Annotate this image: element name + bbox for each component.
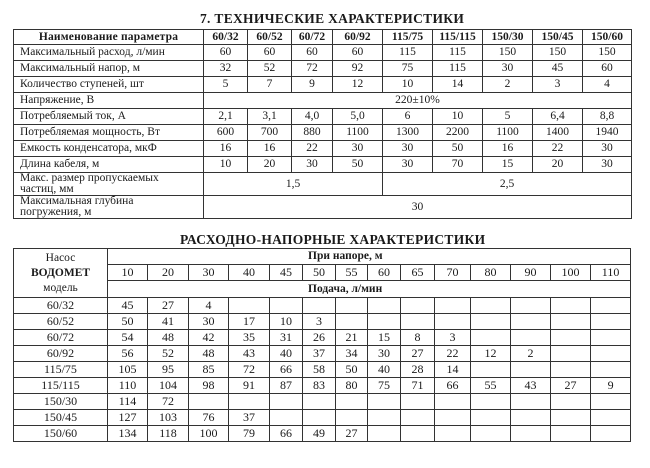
cell: 12 <box>333 77 383 93</box>
flow-cell <box>471 394 511 410</box>
table-row <box>14 77 632 93</box>
cell: 14 <box>433 77 483 93</box>
flow-cell: 54 <box>108 330 148 346</box>
model-cell: 150/45 <box>14 410 108 426</box>
flow-cell <box>591 298 631 314</box>
model-header: 60/32 <box>204 30 248 45</box>
flow-cell <box>511 426 551 442</box>
flow-cell <box>229 394 270 410</box>
tech-specs-table <box>13 29 632 219</box>
flow-cell: 75 <box>368 378 401 394</box>
flow-cell: 48 <box>189 346 229 362</box>
flow-cell <box>511 330 551 346</box>
cell: 10 <box>204 157 248 173</box>
cell: 5 <box>204 77 248 93</box>
flow-cell: 35 <box>229 330 270 346</box>
head-value: 65 <box>401 265 435 281</box>
flow-cell <box>368 298 401 314</box>
table-row <box>14 410 631 426</box>
flow-cell <box>551 362 591 378</box>
flow-cell: 30 <box>368 346 401 362</box>
flow-cell: 15 <box>368 330 401 346</box>
model-cell: 60/32 <box>14 298 108 314</box>
row-label: Емкость конденсатора, мкФ <box>14 141 204 157</box>
head-value: 70 <box>435 265 471 281</box>
flow-cell <box>511 298 551 314</box>
table-row-depth <box>14 196 632 219</box>
table-row <box>14 45 632 61</box>
head-value: 10 <box>108 265 148 281</box>
cell: 30 <box>483 61 533 77</box>
cell: 15 <box>483 157 533 173</box>
flow-cell <box>401 394 435 410</box>
flow-cell: 45 <box>108 298 148 314</box>
particle-value-b: 2,5 <box>383 173 632 196</box>
flow-cell: 50 <box>336 362 368 378</box>
flow-cell: 28 <box>401 362 435 378</box>
flow-cell: 9 <box>591 378 631 394</box>
flow-cell: 72 <box>148 394 189 410</box>
cell: 60 <box>248 45 292 61</box>
row-label: Длина кабеля, м <box>14 157 204 173</box>
cell: 4 <box>583 77 632 93</box>
flow-cell: 42 <box>189 330 229 346</box>
table-row <box>14 330 631 346</box>
flow-cell: 14 <box>435 362 471 378</box>
table-row-voltage <box>14 93 632 109</box>
model-header: 60/92 <box>333 30 383 45</box>
flow-cell: 52 <box>148 346 189 362</box>
model-header: 150/60 <box>583 30 632 45</box>
head-value: 30 <box>189 265 229 281</box>
row-label: Потребляемый ток, А <box>14 109 204 125</box>
table-row <box>14 157 632 173</box>
cell: 6 <box>383 109 433 125</box>
flow-cell: 91 <box>229 378 270 394</box>
table-row <box>14 378 631 394</box>
flow-cell: 66 <box>270 426 303 442</box>
model-header: 115/115 <box>433 30 483 45</box>
table-row <box>14 109 632 125</box>
flow-cell <box>368 394 401 410</box>
cell: 2,1 <box>204 109 248 125</box>
table-row <box>14 314 631 330</box>
flow-cell: 37 <box>303 346 336 362</box>
cell: 45 <box>533 61 583 77</box>
cell: 6,4 <box>533 109 583 125</box>
row-label <box>14 173 204 196</box>
cell: 30 <box>583 157 632 173</box>
flow-cell: 80 <box>336 378 368 394</box>
table-row <box>14 362 631 378</box>
cell: 75 <box>383 61 433 77</box>
cell: 2 <box>483 77 533 93</box>
cell: 9 <box>292 77 333 93</box>
head-value: 20 <box>148 265 189 281</box>
cell: 16 <box>248 141 292 157</box>
flow-cell <box>435 298 471 314</box>
flow-cell: 76 <box>189 410 229 426</box>
cell: 30 <box>383 157 433 173</box>
flow-cell: 40 <box>270 346 303 362</box>
flow-cell <box>551 314 591 330</box>
cell: 60 <box>204 45 248 61</box>
flow-cell <box>435 314 471 330</box>
flow-cell: 4 <box>189 298 229 314</box>
voltage-value: 220±10% <box>204 93 632 109</box>
row-label-line: погружения, м <box>20 205 92 218</box>
flow-cell: 95 <box>148 362 189 378</box>
cell: 600 <box>204 125 248 141</box>
flow-cell <box>471 314 511 330</box>
cell: 30 <box>383 141 433 157</box>
flow-cell <box>471 426 511 442</box>
flow-cell: 104 <box>148 378 189 394</box>
flow-cell <box>551 410 591 426</box>
flow-cell <box>551 330 591 346</box>
cell: 150 <box>533 45 583 61</box>
cell: 1400 <box>533 125 583 141</box>
model-header: 60/72 <box>292 30 333 45</box>
head-value: 55 <box>336 265 368 281</box>
cell: 72 <box>292 61 333 77</box>
cell: 32 <box>204 61 248 77</box>
section-title-tech-specs: 7. ТЕХНИЧЕСКИЕ ХАРАКТЕРИСТИКИ <box>200 11 465 26</box>
pump-model-header <box>14 249 108 298</box>
head-value: 40 <box>229 265 270 281</box>
cell: 115 <box>383 45 433 61</box>
flow-cell <box>551 298 591 314</box>
cell: 50 <box>433 141 483 157</box>
table-row <box>14 394 631 410</box>
cell: 22 <box>292 141 333 157</box>
row-label-line: Макс. размер пропускаемых <box>20 172 159 184</box>
row-label: Максимальный напор, м <box>14 61 204 77</box>
flow-cell <box>591 426 631 442</box>
model-header: 150/45 <box>533 30 583 45</box>
flow-cell <box>368 314 401 330</box>
depth-value: 30 <box>204 196 632 219</box>
model-header: 60/52 <box>248 30 292 45</box>
param-name-header: Наименование параметра <box>14 30 204 45</box>
table-row <box>14 426 631 442</box>
flow-cell <box>336 298 368 314</box>
model-cell: 60/72 <box>14 330 108 346</box>
flow-cell: 43 <box>511 378 551 394</box>
table-row <box>14 61 632 77</box>
flow-cell: 98 <box>189 378 229 394</box>
row-label-line: частиц, мм <box>20 182 74 195</box>
cell: 30 <box>583 141 632 157</box>
flow-cell: 27 <box>148 298 189 314</box>
flow-cell <box>270 298 303 314</box>
flow-cell <box>511 362 551 378</box>
flow-cell: 22 <box>435 346 471 362</box>
flow-cell <box>303 298 336 314</box>
flow-cell: 37 <box>229 410 270 426</box>
model-cell: 150/60 <box>14 426 108 442</box>
head-label-row <box>14 249 631 265</box>
cell: 50 <box>333 157 383 173</box>
cell: 10 <box>383 77 433 93</box>
cell: 60 <box>292 45 333 61</box>
cell: 8,8 <box>583 109 632 125</box>
head-value: 80 <box>471 265 511 281</box>
flow-cell: 2 <box>511 346 551 362</box>
flow-cell <box>270 394 303 410</box>
cell: 60 <box>583 61 632 77</box>
flow-cell <box>471 410 511 426</box>
flow-cell <box>435 426 471 442</box>
flow-cell: 79 <box>229 426 270 442</box>
flow-cell: 27 <box>401 346 435 362</box>
flow-cell: 66 <box>270 362 303 378</box>
flow-cell <box>591 346 631 362</box>
cell: 52 <box>248 61 292 77</box>
section-title-flow-head: РАСХОДНО-НАПОРНЫЕ ХАРАКТЕРИСТИКИ <box>180 232 486 247</box>
flow-cell <box>270 410 303 426</box>
flow-cell: 49 <box>303 426 336 442</box>
flow-cell <box>471 298 511 314</box>
flow-cell: 114 <box>108 394 148 410</box>
flow-cell <box>511 394 551 410</box>
flow-cell <box>591 394 631 410</box>
flow-cell <box>401 410 435 426</box>
cell: 150 <box>583 45 632 61</box>
cell: 16 <box>483 141 533 157</box>
flow-cell: 71 <box>401 378 435 394</box>
flow-cell: 83 <box>303 378 336 394</box>
cell: 150 <box>483 45 533 61</box>
flow-cell: 30 <box>189 314 229 330</box>
cell: 880 <box>292 125 333 141</box>
cell: 22 <box>533 141 583 157</box>
flow-cell: 110 <box>108 378 148 394</box>
cell: 700 <box>248 125 292 141</box>
flow-cell <box>591 314 631 330</box>
flow-label: Подача, л/мин <box>108 281 631 298</box>
flow-cell: 50 <box>108 314 148 330</box>
head-value: 50 <box>303 265 336 281</box>
row-label-line: Максимальная глубина <box>20 195 134 207</box>
flow-cell <box>229 298 270 314</box>
flow-cell <box>401 298 435 314</box>
model-cell: 60/52 <box>14 314 108 330</box>
flow-cell: 43 <box>229 346 270 362</box>
head-value: 45 <box>270 265 303 281</box>
cell: 115 <box>433 61 483 77</box>
model-header: 115/75 <box>383 30 433 45</box>
model-cell: 60/92 <box>14 346 108 362</box>
flow-cell <box>303 394 336 410</box>
model-cell: 115/75 <box>14 362 108 378</box>
table-row <box>14 346 631 362</box>
flow-cell <box>435 410 471 426</box>
flow-cell: 17 <box>229 314 270 330</box>
cell: 1940 <box>583 125 632 141</box>
pump-label: Насос <box>45 251 76 264</box>
row-label <box>14 196 204 219</box>
flow-head-table <box>13 248 631 442</box>
flow-cell: 34 <box>336 346 368 362</box>
head-label: При напоре, м <box>108 249 631 265</box>
head-value: 90 <box>511 265 551 281</box>
head-value: 110 <box>591 265 631 281</box>
flow-cell: 48 <box>148 330 189 346</box>
flow-cell <box>368 410 401 426</box>
flow-cell: 58 <box>303 362 336 378</box>
cell: 20 <box>248 157 292 173</box>
flow-cell: 3 <box>303 314 336 330</box>
cell: 70 <box>433 157 483 173</box>
table-row <box>14 125 632 141</box>
row-label: Максимальный расход, л/мин <box>14 45 204 61</box>
cell: 10 <box>433 109 483 125</box>
header-row <box>14 30 632 45</box>
flow-cell <box>368 426 401 442</box>
model-cell: 115/115 <box>14 378 108 394</box>
cell: 3,1 <box>248 109 292 125</box>
flow-cell <box>591 362 631 378</box>
cell: 60 <box>333 45 383 61</box>
flow-cell: 56 <box>108 346 148 362</box>
flow-cell <box>511 410 551 426</box>
flow-cell: 55 <box>471 378 511 394</box>
cell: 92 <box>333 61 383 77</box>
flow-cell <box>401 314 435 330</box>
flow-cell: 87 <box>270 378 303 394</box>
flow-cell <box>471 362 511 378</box>
flow-cell <box>511 314 551 330</box>
flow-cell <box>591 330 631 346</box>
flow-cell <box>591 410 631 426</box>
flow-cell: 105 <box>108 362 148 378</box>
flow-cell: 40 <box>368 362 401 378</box>
row-label: Напряжение, В <box>14 93 204 109</box>
flow-cell: 26 <box>303 330 336 346</box>
table-row-particle-size <box>14 173 632 196</box>
flow-cell: 3 <box>435 330 471 346</box>
flow-cell: 127 <box>108 410 148 426</box>
row-label: Количество ступеней, шт <box>14 77 204 93</box>
flow-cell: 12 <box>471 346 511 362</box>
cell: 1100 <box>483 125 533 141</box>
flow-cell: 72 <box>229 362 270 378</box>
flow-cell <box>401 426 435 442</box>
cell: 20 <box>533 157 583 173</box>
brand-label: ВОДОМЕТ <box>30 266 91 279</box>
cell: 4,0 <box>292 109 333 125</box>
flow-cell <box>471 330 511 346</box>
flow-cell: 103 <box>148 410 189 426</box>
cell: 30 <box>292 157 333 173</box>
cell: 30 <box>333 141 383 157</box>
flow-cell: 41 <box>148 314 189 330</box>
flow-cell <box>551 394 591 410</box>
head-value: 60 <box>368 265 401 281</box>
flow-cell <box>189 394 229 410</box>
cell: 3 <box>533 77 583 93</box>
flow-cell: 27 <box>551 378 591 394</box>
cell: 1300 <box>383 125 433 141</box>
cell: 2200 <box>433 125 483 141</box>
row-label: Потребляемая мощность, Вт <box>14 125 204 141</box>
model-header: 150/30 <box>483 30 533 45</box>
cell: 5,0 <box>333 109 383 125</box>
flow-cell: 85 <box>189 362 229 378</box>
flow-cell: 66 <box>435 378 471 394</box>
cell: 5 <box>483 109 533 125</box>
cell: 115 <box>433 45 483 61</box>
flow-cell <box>435 394 471 410</box>
flow-cell: 10 <box>270 314 303 330</box>
flow-cell: 134 <box>108 426 148 442</box>
cell: 1100 <box>333 125 383 141</box>
table-row <box>14 141 632 157</box>
model-label: модель <box>43 281 78 294</box>
flow-cell: 8 <box>401 330 435 346</box>
flow-cell <box>336 314 368 330</box>
cell: 7 <box>248 77 292 93</box>
flow-cell <box>336 410 368 426</box>
cell: 16 <box>204 141 248 157</box>
flow-cell <box>551 426 591 442</box>
model-cell: 150/30 <box>14 394 108 410</box>
flow-cell: 100 <box>189 426 229 442</box>
table-row <box>14 298 631 314</box>
flow-cell: 118 <box>148 426 189 442</box>
flow-cell: 31 <box>270 330 303 346</box>
flow-cell: 21 <box>336 330 368 346</box>
flow-cell <box>303 410 336 426</box>
flow-cell <box>551 346 591 362</box>
head-value: 100 <box>551 265 591 281</box>
flow-cell: 27 <box>336 426 368 442</box>
particle-value-a: 1,5 <box>204 173 383 196</box>
flow-cell <box>336 394 368 410</box>
